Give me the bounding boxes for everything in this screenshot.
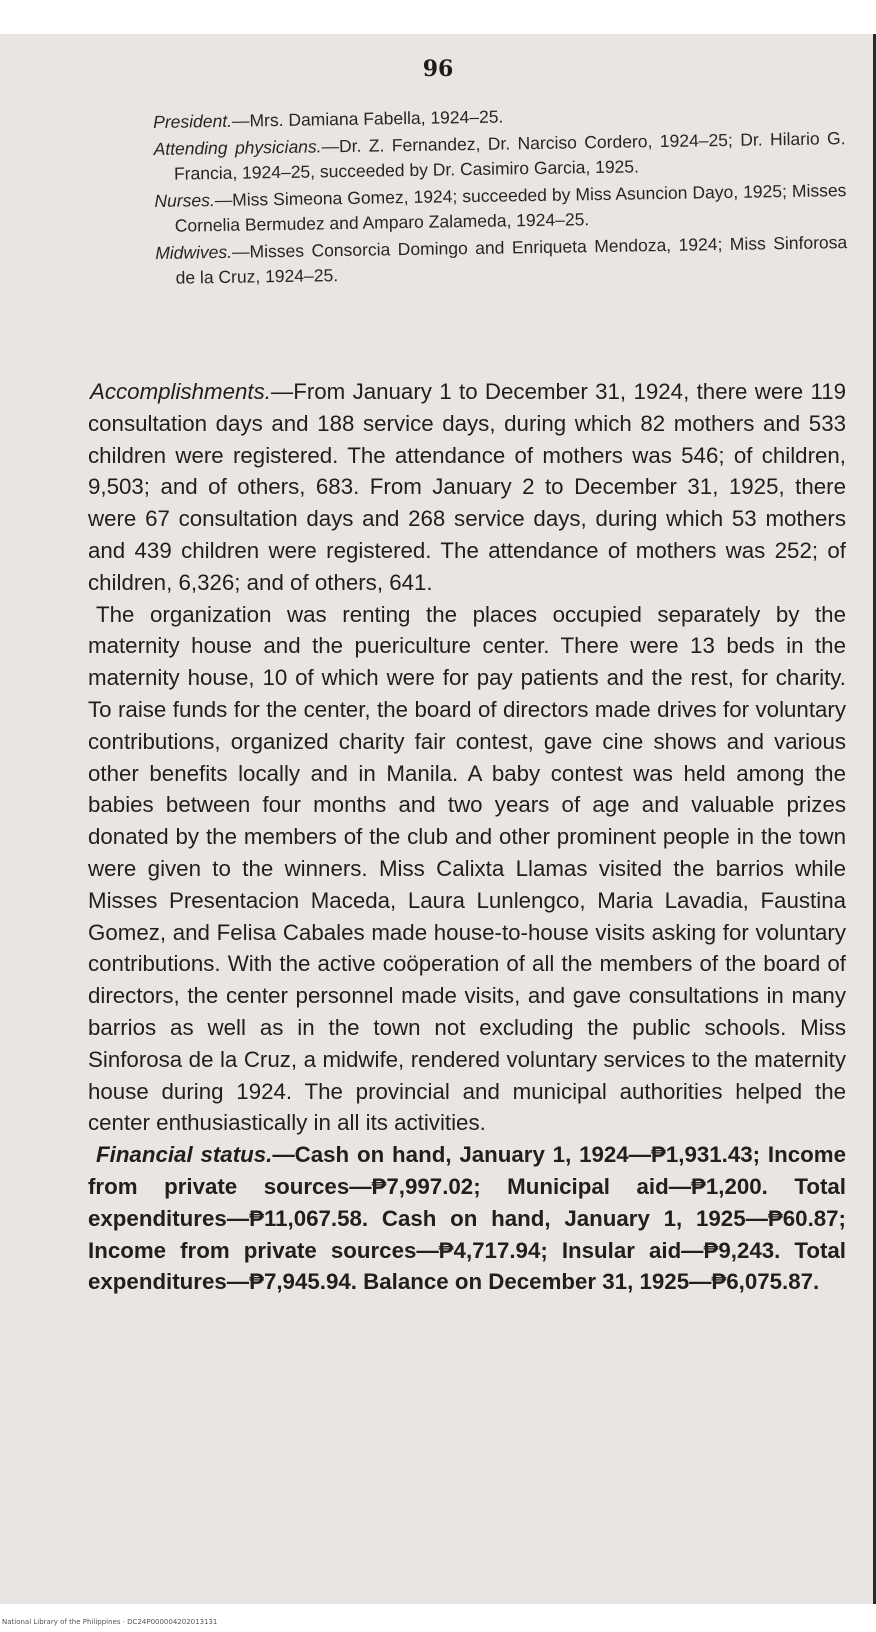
financial-heading: Financial status. <box>96 1142 273 1168</box>
staff-role: Nurses. <box>154 190 215 211</box>
staff-role: Attending physicians. <box>153 136 322 159</box>
staff-list <box>153 99 848 293</box>
body-text <box>88 376 846 1298</box>
staff-text: —Mrs. Damiana Fabella, 1924–25. <box>231 106 504 131</box>
staff-entry-nurses <box>154 178 847 239</box>
accomplishments-heading: Accomplishments. <box>90 379 271 404</box>
organization-paragraph: The organization was renting the places occupied separately by the maternity house and the puericulture center. There were 13 beds in the maternity house, 10 of which were for pay patients and the rest, for charity. To raise funds for the center, the board of directors made drives for voluntary contributions, organized charity fair contest, gave cine shows and various other benefits locally and in Manila. A baby contest was held among the babies between four months and two years of age and valuable prizes donated by the members of the club and other prominent people in the town were given to the winners. Miss Calixta Llamas visited the barrios while Misses Presentacion Maceda, Laura Lunlengco, Maria Lavadia, Faustina Gomez, and Felisa Cabales made house-to-house visits asking for voluntary contributions. With the active coöperation of all the members of the board of directors, the center personnel made visits, and gave consultations in many barrios as well as in the town not excluding the public schools. Miss Sinforosa de la Cruz, a midwife, rendered voluntary services to the maternity house during 1924. The provincial and municipal authorities helped the center enthusiastically in all its activities. <box>88 601 846 1136</box>
page-number: 96 <box>422 56 454 82</box>
staff-text: —Dr. Z. Fernandez, Dr. Narciso Cordero, 1924–25; Dr. Hilario G. Francia, 1924–25, succeeded by Dr. Casimiro Garcia, 1925. <box>173 128 846 184</box>
accomplishments-paragraph <box>88 376 846 599</box>
accomplishments-text: —From January 1 to December 31, 1924, there were 119 consultation days and 188 service days, during which 82 mothers and 533 children were registered. The attendance of mothers was 546; of children, 9,503; and of others, 683. From January 2 to December 31, 1925, there were 67 consultation days and 268 service days, during which 53 mothers and 439 children were registered. The attendance of mothers was 252; of children, 6,326; and of others, 641. <box>88 379 846 595</box>
scan-footer: National Library of the Philippines · DC24P000004202013131 <box>0 1612 876 1632</box>
financial-paragraph <box>88 1139 846 1298</box>
staff-entry-physicians <box>153 126 846 187</box>
staff-text: —Misses Consorcia Domingo and Enriqueta Mendoza, 1924; Miss Sinforosa de la Cruz, 1924–25. <box>175 232 848 288</box>
staff-text: —Miss Simeona Gomez, 1924; succeeded by Miss Asuncion Dayo, 1925; Misses Cornelia Bermudez and Amparo Zalameda, 1924–25. <box>174 180 847 236</box>
staff-role: President. <box>153 110 233 132</box>
staff-role: Midwives. <box>155 241 233 263</box>
top-margin <box>0 0 876 34</box>
financial-text: —Cash on hand, January 1, 1924—₱1,931.43; Income from private sources—₱7,997.02; Municipal aid—₱1,200. Total expenditures—₱11,067.58. Cash on hand, January 1, 1925—₱60.87; Income from private sources—₱4,717.94; Insular aid—₱9,243. Total expenditures—₱7,945.94. Balance on December 31, 1925—₱6,075.87. <box>88 1142 846 1295</box>
staff-entry-midwives <box>155 230 848 291</box>
